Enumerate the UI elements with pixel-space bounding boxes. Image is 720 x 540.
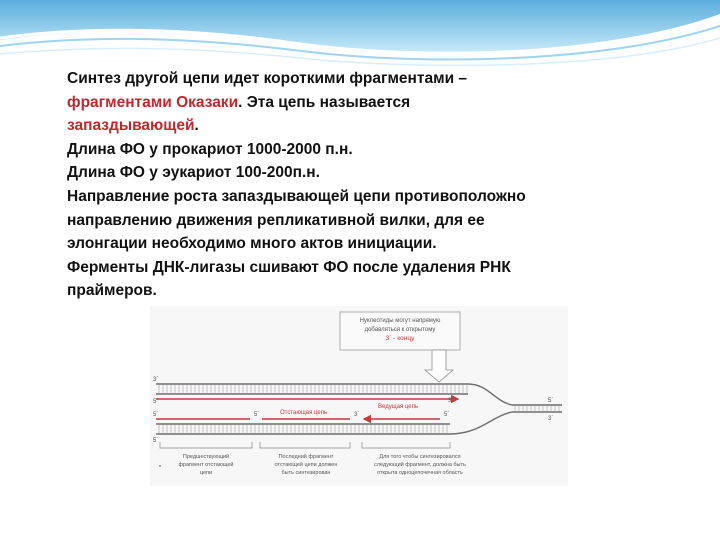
caption-left: фрагмент отстающей — [178, 462, 234, 468]
text-fragment: . — [194, 117, 199, 135]
caption-middle: Последний фрагмент — [278, 454, 334, 460]
svg-text:5´: 5´ — [153, 412, 159, 418]
callout-text: добавляться к открытому — [364, 327, 436, 333]
header-wave-decoration — [0, 0, 720, 70]
text-line: Длина ФО у прокариот 1000-2000 п.н. — [67, 140, 353, 158]
callout-text: 3´ - концу — [385, 335, 415, 342]
svg-text:3´: 3´ — [548, 416, 554, 422]
svg-text:5´: 5´ — [548, 398, 554, 404]
text-line: Направление роста запаздывающей цепи противоположно — [67, 187, 526, 205]
text-line — [67, 114, 687, 138]
svg-text:3´: 3´ — [448, 398, 454, 404]
caption-middle: отстающей цепи должен — [274, 462, 338, 468]
leading-strand-label: Ведущая цепь — [378, 404, 418, 410]
callout-text: Нуклеотиды могут напрямую — [359, 318, 441, 324]
svg-text:5´: 5´ — [254, 412, 260, 418]
svg-text:5´: 5´ — [153, 438, 159, 444]
caption-middle: быть синтезирован — [281, 470, 331, 476]
text-line: направлению движения репликативной вилки, для ее — [67, 211, 485, 229]
caption-left: цепи — [199, 470, 213, 476]
text-fragment: . Эта цепь называется — [238, 93, 411, 111]
slide-text — [67, 67, 687, 303]
text-line: праймеров. — [67, 282, 157, 300]
svg-text:5´: 5´ — [153, 399, 159, 405]
text-line — [67, 91, 687, 115]
text-line: Ферменты ДНК-лигазы сшивают ФО после удаления РНК — [67, 258, 511, 276]
caption-right: следующий фрагмент, должна быть — [374, 462, 466, 468]
text-line: Длина ФО у эукариот 100-200п.н. — [67, 164, 320, 182]
text-line: элонгации необходимо много актов инициации. — [67, 235, 437, 253]
caption-left: Предшествующий — [182, 454, 230, 460]
lagging-strand-label: Отстающая цепь — [280, 410, 328, 416]
lagging-strand-term: запаздывающей — [67, 117, 195, 135]
svg-text:5´: 5´ — [444, 412, 450, 418]
okazaki-fragments-term: фрагментами Оказаки — [67, 93, 239, 111]
caption-right: Для того чтобы синтезировался — [379, 454, 461, 460]
svg-text:3´: 3´ — [354, 412, 360, 418]
svg-text:3´: 3´ — [153, 377, 159, 383]
caption-right: открыта одноцепочечная область — [377, 470, 463, 476]
text-line: Синтез другой цепи идет короткими фрагментами – — [67, 70, 468, 87]
replication-fork-diagram — [150, 306, 568, 486]
